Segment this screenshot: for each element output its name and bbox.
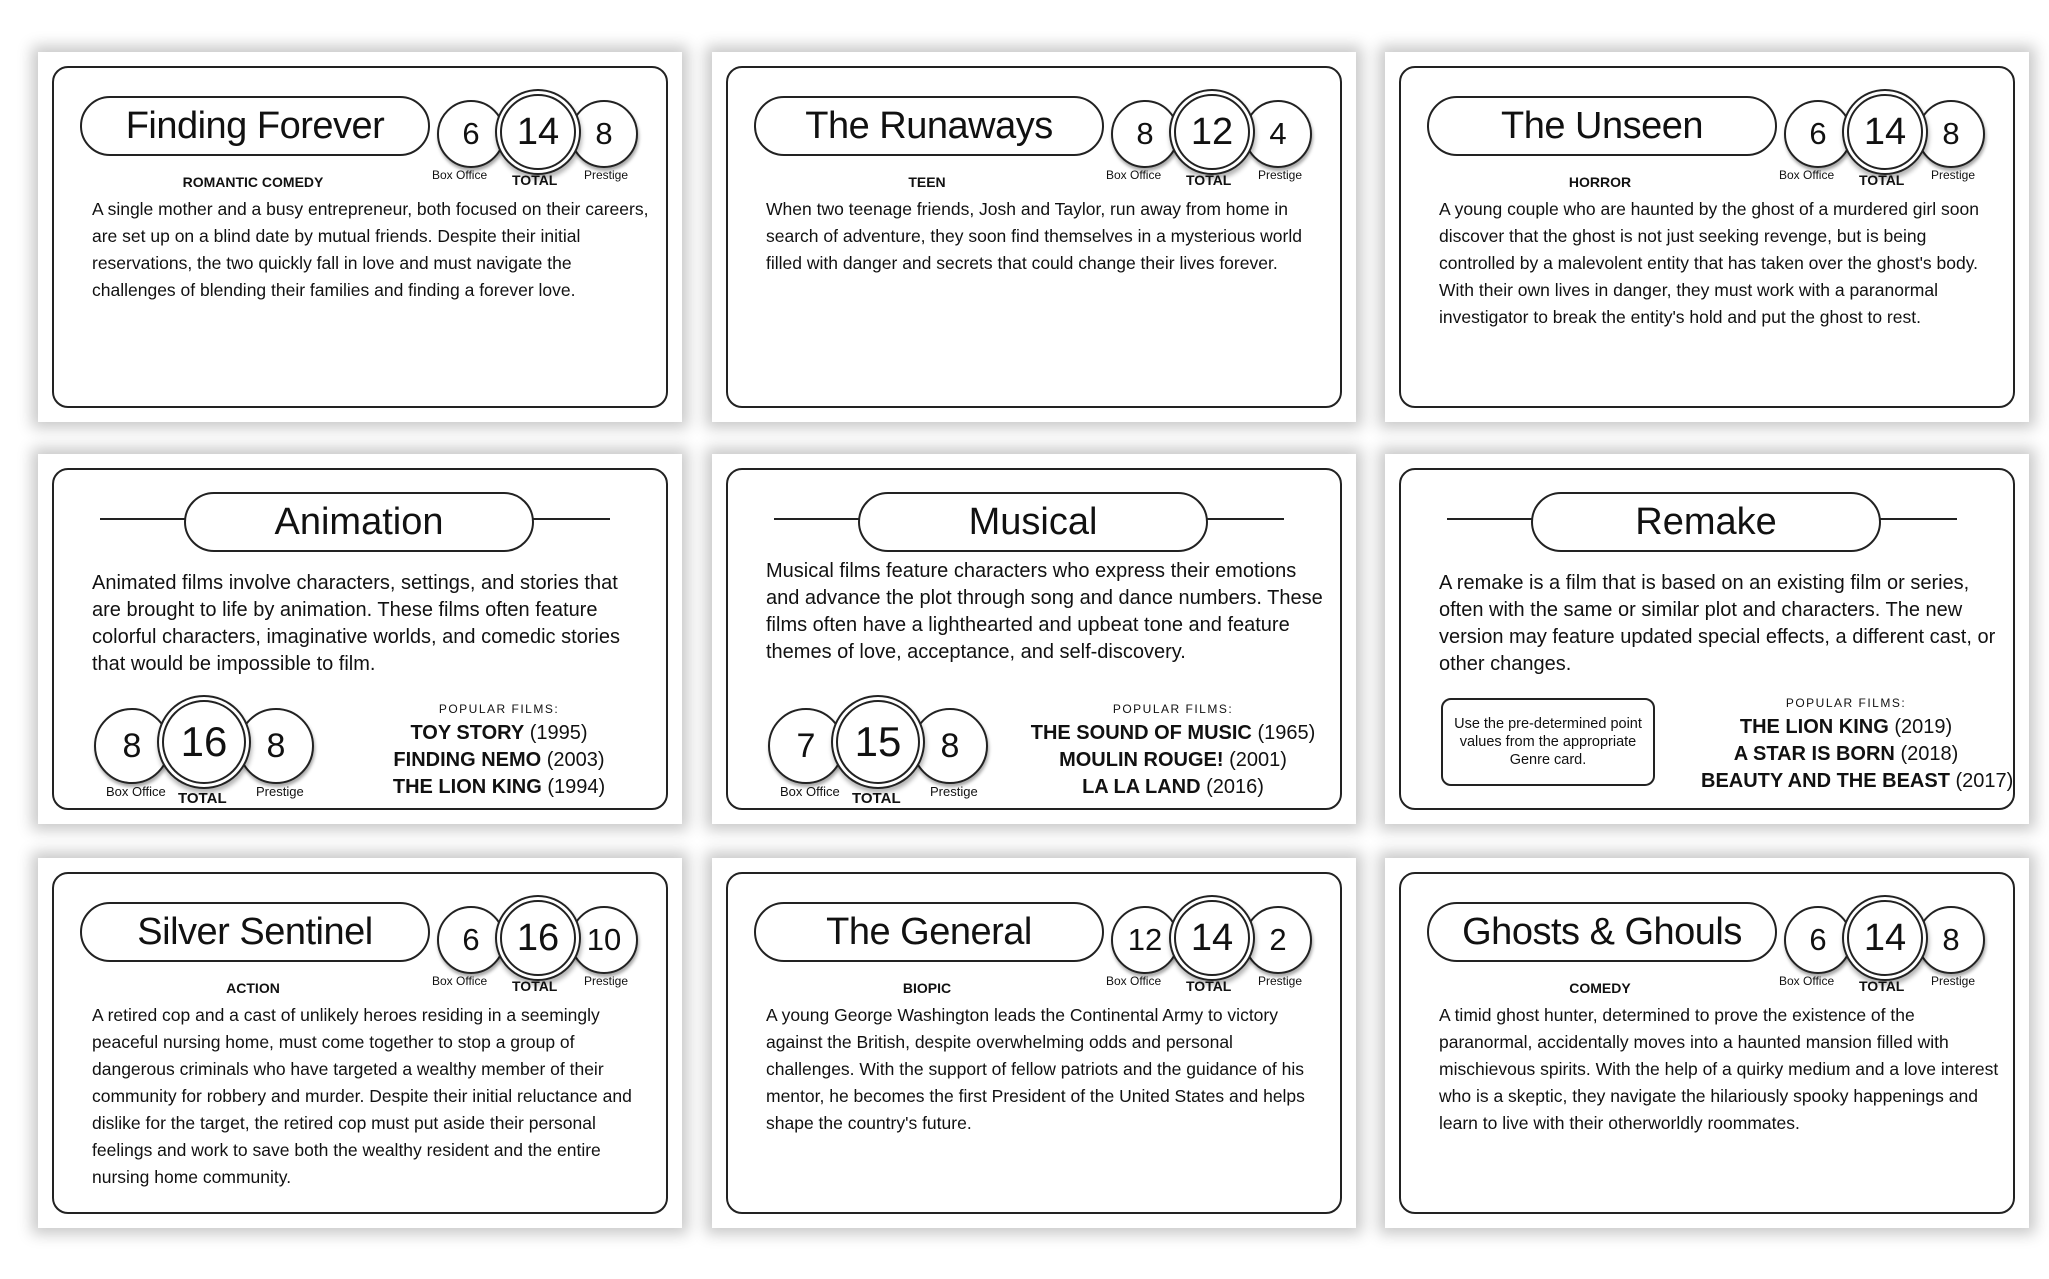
film-card-finding-forever bbox=[38, 52, 682, 422]
film-description: A timid ghost hunter, determined to prove the existence of the paranormal, accidentally moves into a haunted mansion filled with mischievous spirits. With the help of a quirky medium and a love interest who is a skeptic, they navigate the hilariously spooky happenings and learn to live with their otherworldly roommates. bbox=[1439, 1005, 1999, 1133]
popular-films bbox=[1701, 696, 2014, 795]
film-title: The Unseen bbox=[1427, 96, 1777, 156]
popular-films bbox=[1028, 702, 1318, 801]
total-value: 16 bbox=[162, 700, 246, 784]
film-title: The Runaways bbox=[754, 96, 1104, 156]
film-card-silver-sentinel bbox=[38, 858, 682, 1228]
total-value: 16 bbox=[500, 900, 576, 976]
film-description: When two teenage friends, Josh and Taylor, run away from home in search of adventure, they soon find themselves in a mysterious world filled with danger and secrets that could change their lives forever. bbox=[766, 199, 1302, 273]
box-office-label: Box Office bbox=[432, 974, 488, 988]
box-office-label: Box Office bbox=[1106, 168, 1162, 182]
film-card-the-general bbox=[712, 858, 1356, 1228]
total-label: TOTAL bbox=[1859, 172, 1905, 188]
popular-film: A STAR IS BORN (2018) bbox=[1733, 743, 1959, 765]
box-office-label: Box Office bbox=[432, 168, 488, 182]
film-card-the-runaways bbox=[712, 52, 1356, 422]
card-frame bbox=[726, 66, 1342, 408]
film-description: A young couple who are haunted by the ghost of a murdered girl soon discover that the ghost is not just seeking revenge, but is being controlled by a malevolent entity that has taken over the ghost's body. With their own lives in danger, they must work with a paranormal investigator to break the entity's hold and put the ghost to rest. bbox=[1439, 199, 1979, 327]
total-label: TOTAL bbox=[178, 790, 227, 807]
box-office-value: 8 bbox=[1111, 100, 1179, 168]
box-office-value: 6 bbox=[437, 100, 505, 168]
popular-film: THE LION KING (2019) bbox=[1739, 716, 1953, 738]
genre-description: Musical films feature characters who express their emotions and advance the plot through song and dance numbers. These films often have a lighthearted and upbeat tone and feature themes of love, acceptance, and self-discovery. bbox=[766, 560, 1323, 663]
prestige-label: Prestige bbox=[1258, 974, 1303, 988]
film-title: Silver Sentinel bbox=[80, 902, 430, 962]
popular-films-heading: POPULAR FILMS: bbox=[1785, 696, 1907, 710]
prestige-label: Prestige bbox=[1931, 168, 1976, 182]
film-description: A retired cop and a cast of unlikely heroes residing in a seemingly peaceful nursing home, must come together to stop a group of dangerous criminals who have targeted a wealthy member of their community for robbery and murder. Despite their initial reluctance and dislike for the target, the retired cop must put aside their personal feelings and work to save both the wealthy resident and the entire nursing home community. bbox=[92, 1005, 632, 1187]
film-card-the-unseen bbox=[1385, 52, 2029, 422]
box-office-value: 6 bbox=[1784, 100, 1852, 168]
box-office-label: Box Office bbox=[1779, 168, 1835, 182]
prestige-label: Prestige bbox=[584, 974, 629, 988]
genre-title: Animation bbox=[184, 492, 534, 552]
card-frame bbox=[726, 872, 1342, 1214]
popular-film: FINDING NEMO (2003) bbox=[393, 749, 605, 771]
prestige-label: Prestige bbox=[930, 784, 978, 799]
genre-description: A remake is a film that is based on an existing film or series, often with the same or similar plot and characters. The new version may feature updated special effects, a different cast, or other changes. bbox=[1439, 572, 1996, 675]
box-office-value: 12 bbox=[1111, 906, 1179, 974]
card-frame bbox=[1399, 872, 2015, 1214]
card-frame bbox=[1399, 66, 2015, 408]
film-description: A young George Washington leads the Continental Army to victory against the British, despite overwhelming odds and personal challenges. With the support of fellow patriots and the guidance of his mentor, he becomes the first President of the United States and helps shape the country's future. bbox=[766, 1005, 1305, 1133]
prestige-value: 8 bbox=[570, 100, 638, 168]
total-label: TOTAL bbox=[512, 978, 558, 994]
genre-card-remake bbox=[1385, 454, 2029, 824]
film-card-ghosts-and-ghouls bbox=[1385, 858, 2029, 1228]
prestige-value: 4 bbox=[1244, 100, 1312, 168]
prestige-value: 8 bbox=[238, 708, 314, 784]
film-genre: BIOPIC bbox=[902, 980, 952, 996]
popular-film: TOY STORY (1995) bbox=[410, 722, 588, 744]
prestige-value: 8 bbox=[912, 708, 988, 784]
genre-title: Musical bbox=[858, 492, 1208, 552]
prestige-value: 8 bbox=[1917, 100, 1985, 168]
genre-card-musical bbox=[712, 454, 1356, 824]
popular-film: THE LION KING (1994) bbox=[392, 776, 606, 798]
box-office-label: Box Office bbox=[1779, 974, 1835, 988]
card-frame bbox=[52, 872, 668, 1214]
total-value: 14 bbox=[1847, 94, 1923, 170]
genre-card-animation bbox=[38, 454, 682, 824]
total-value: 14 bbox=[1847, 900, 1923, 976]
prestige-value: 8 bbox=[1917, 906, 1985, 974]
point-values-note: Use the pre-determined point values from the appropriate Genre card. bbox=[1441, 698, 1655, 786]
prestige-label: Prestige bbox=[256, 784, 304, 799]
popular-films bbox=[354, 702, 644, 801]
total-label: TOTAL bbox=[1186, 172, 1232, 188]
film-title: The General bbox=[754, 902, 1104, 962]
popular-film: LA LA LAND (2016) bbox=[1082, 776, 1264, 798]
popular-films-heading: POPULAR FILMS: bbox=[438, 702, 560, 716]
popular-film: THE SOUND OF MUSIC (1965) bbox=[1030, 722, 1316, 744]
prestige-label: Prestige bbox=[1931, 974, 1976, 988]
card-frame bbox=[726, 468, 1342, 810]
prestige-label: Prestige bbox=[584, 168, 629, 182]
box-office-label: Box Office bbox=[106, 784, 166, 799]
total-value: 14 bbox=[500, 94, 576, 170]
box-office-value: 6 bbox=[437, 906, 505, 974]
film-genre: COMEDY bbox=[1569, 980, 1631, 996]
popular-film: BEAUTY AND THE BEAST (2017) bbox=[1701, 770, 2014, 792]
card-frame bbox=[52, 468, 668, 810]
total-label: TOTAL bbox=[1859, 978, 1905, 994]
box-office-label: Box Office bbox=[1106, 974, 1162, 988]
box-office-label: Box Office bbox=[780, 784, 840, 799]
popular-film: MOULIN ROUGE! (2001) bbox=[1059, 749, 1287, 771]
film-title: Ghosts & Ghouls bbox=[1427, 902, 1777, 962]
total-value: 14 bbox=[1174, 900, 1250, 976]
total-label: TOTAL bbox=[512, 172, 558, 188]
card-frame bbox=[1399, 468, 2015, 810]
film-genre: TEEN bbox=[908, 174, 946, 190]
total-value: 15 bbox=[836, 700, 920, 784]
film-description: A single mother and a busy entrepreneur, both focused on their careers, are set up on a blind date by mutual friends. Despite their initial reservations, the two quickly fall in love and must navigate the challenges of blending their families and finding a forever love. bbox=[92, 199, 649, 300]
prestige-label: Prestige bbox=[1258, 168, 1303, 182]
genre-title: Remake bbox=[1531, 492, 1881, 552]
box-office-value: 6 bbox=[1784, 906, 1852, 974]
prestige-value: 2 bbox=[1244, 906, 1312, 974]
total-value: 12 bbox=[1174, 94, 1250, 170]
box-office-value: 7 bbox=[768, 708, 844, 784]
card-frame bbox=[52, 66, 668, 408]
film-genre: ROMANTIC COMEDY bbox=[182, 174, 324, 190]
total-label: TOTAL bbox=[852, 790, 901, 807]
prestige-value: 10 bbox=[570, 906, 638, 974]
film-genre: HORROR bbox=[1568, 174, 1632, 190]
film-genre: ACTION bbox=[226, 980, 280, 996]
film-title: Finding Forever bbox=[80, 96, 430, 156]
total-label: TOTAL bbox=[1186, 978, 1232, 994]
genre-description: Animated films involve characters, settings, and stories that are brought to life by animation. These films often feature colorful characters, imaginative worlds, and comedic stories that would be impossible to film. bbox=[92, 572, 620, 675]
box-office-value: 8 bbox=[94, 708, 170, 784]
popular-films-heading: POPULAR FILMS: bbox=[1112, 702, 1234, 716]
